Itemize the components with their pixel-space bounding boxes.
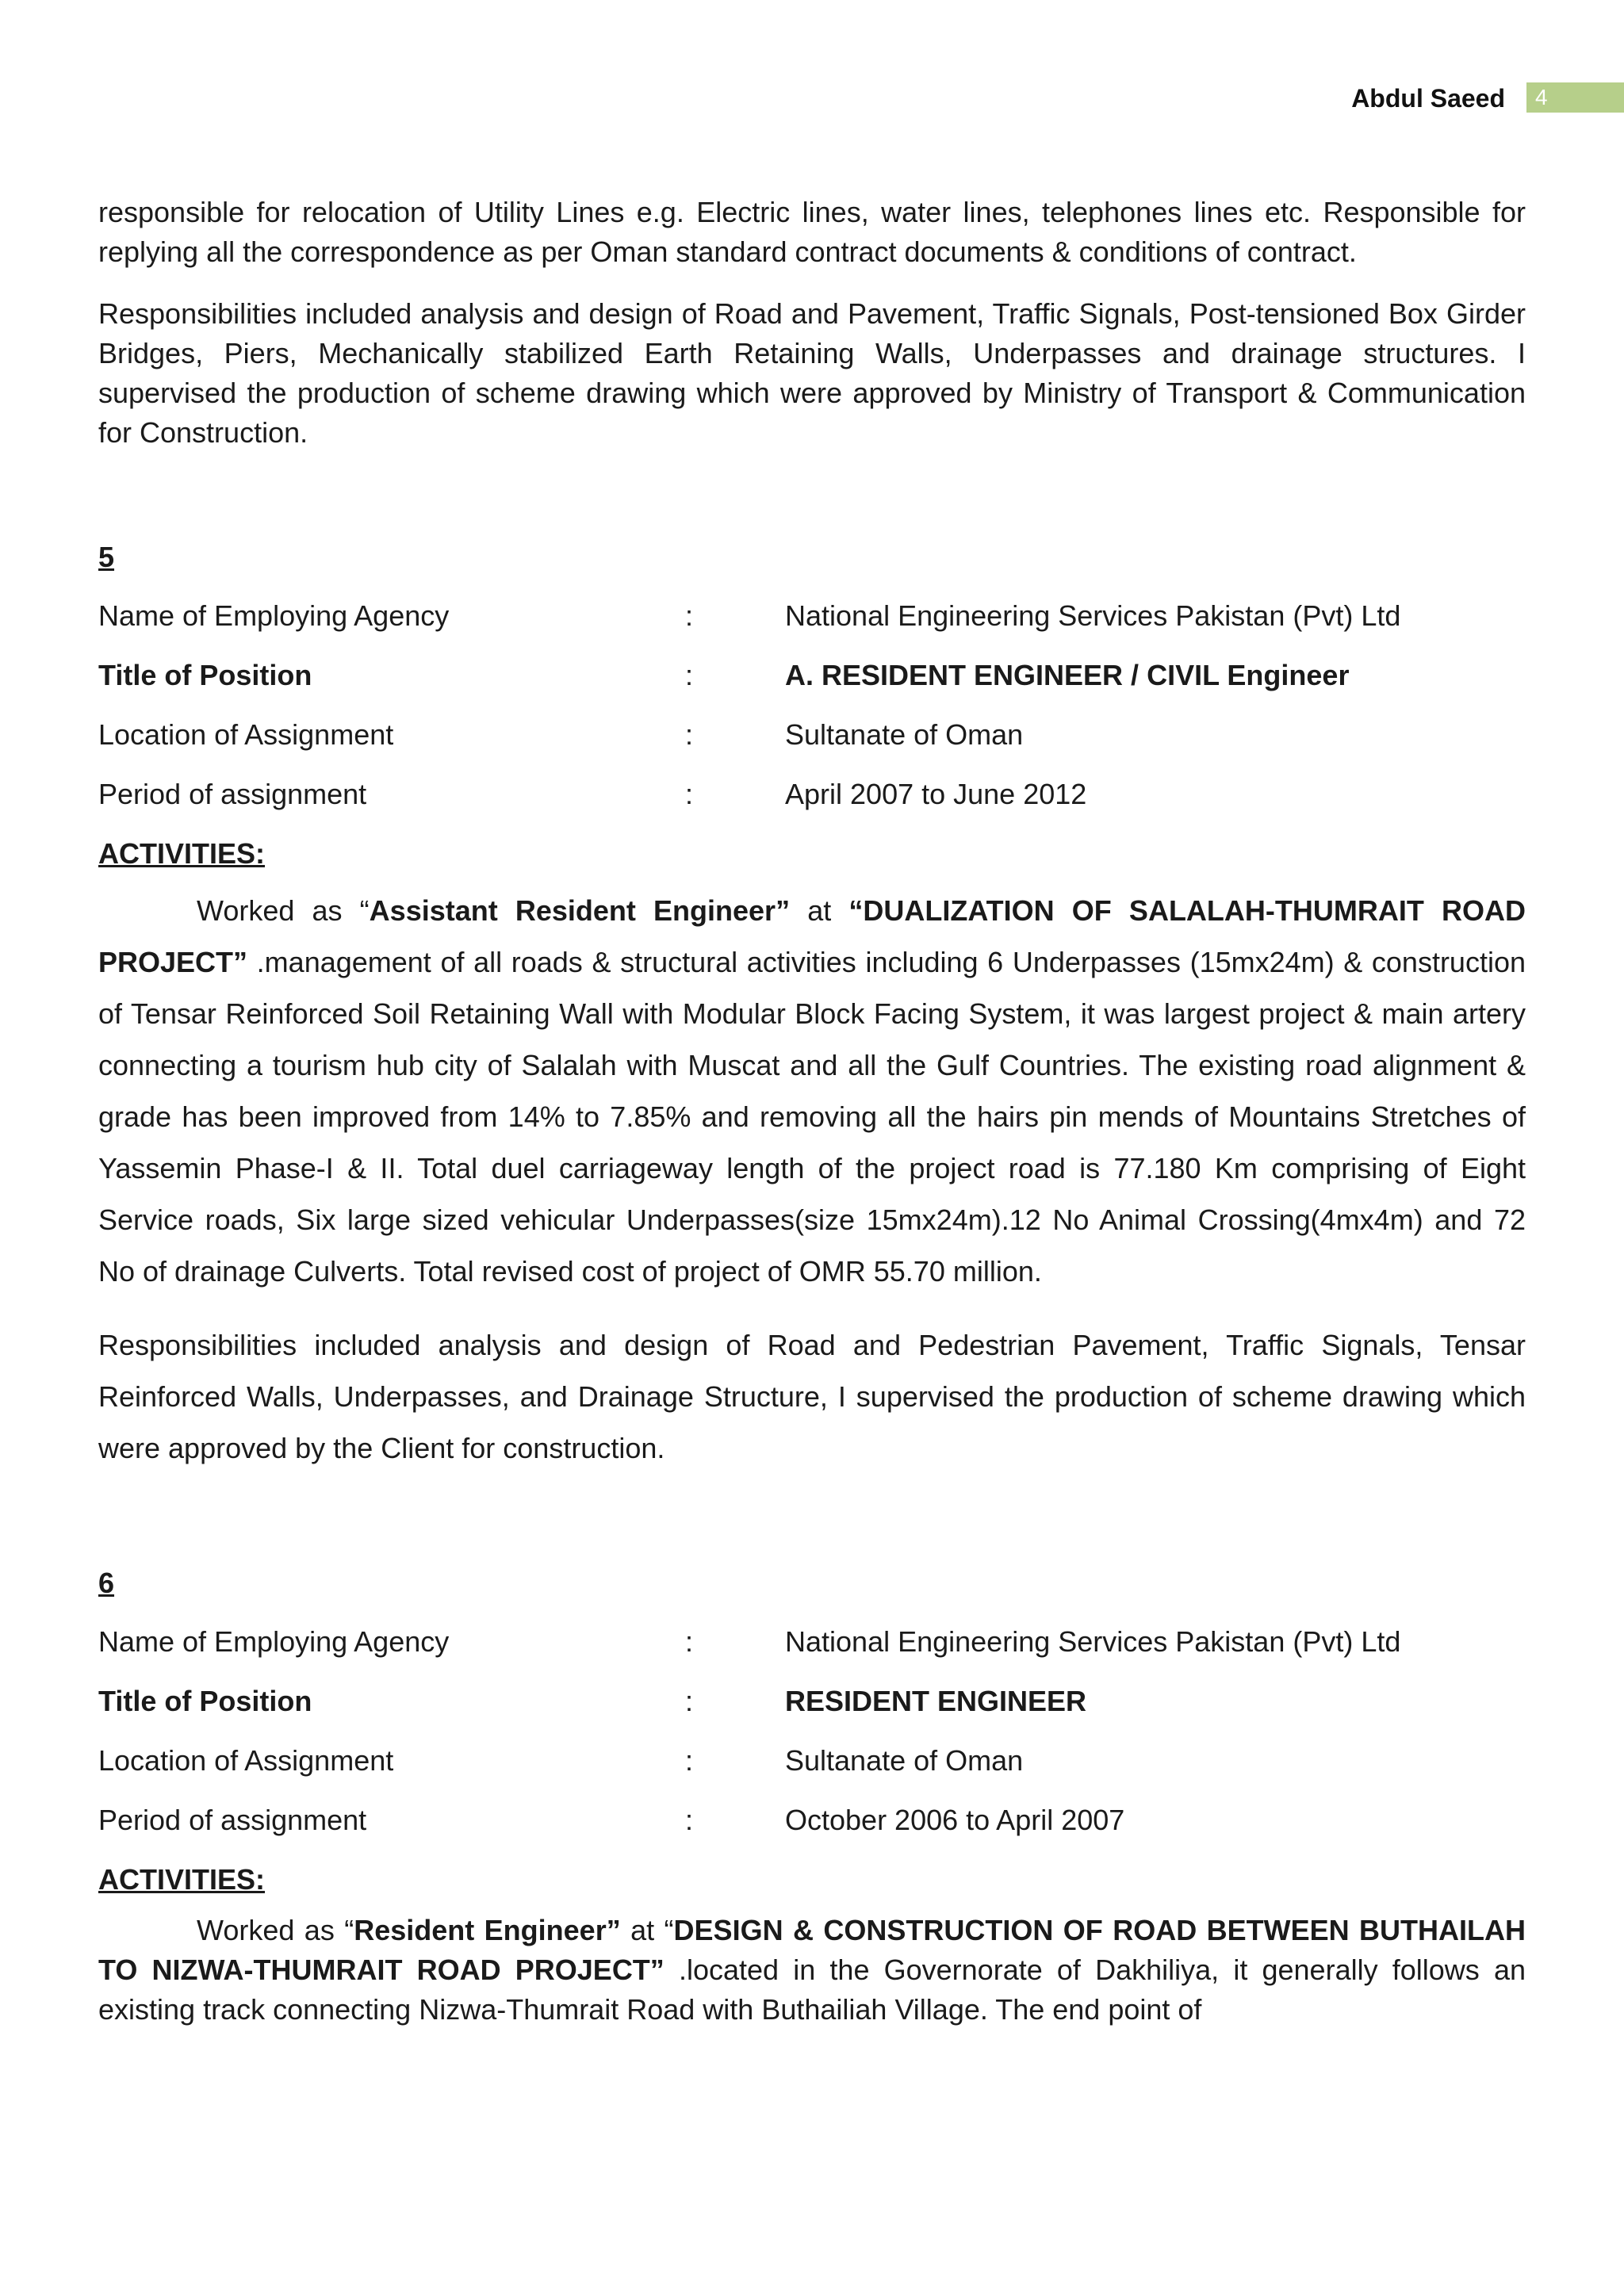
intro-paragraph-2: Responsibilities included analysis and design of Road and Pavement, Traffic Signals, Post-tensioned Box Girder Bridges, Piers, Mechanically stabilized Earth Retaining Walls, Underpasses and drainage structures. I supervised the production of scheme drawing which were approved by Ministry of Transport & Communication for Construction.	[98, 297, 1526, 449]
row-label: Name of Employing Agency	[98, 599, 450, 632]
activities-heading: ACTIVITIES:	[98, 1863, 266, 1896]
row-title-of-position	[98, 1682, 1526, 1741]
row-colon: :	[685, 718, 694, 751]
row-colon: :	[685, 1804, 694, 1836]
section-number: 5	[98, 541, 115, 573]
activities-paragraph-1: Worked as “Resident Engineer” at “DESIGN & CONSTRUCTION OF ROAD BETWEEN BUTHAILAH TO NIZWA-THUMRAIT ROAD PROJECT” .located in the Governorate of Dakhiliya, it generally follows an existing track connecting Nizwa-Thumrait Road with Buthailiah Village. The end point of	[98, 1914, 1526, 2026]
row-location	[98, 1741, 1526, 1800]
section-6	[98, 1563, 1526, 2030]
row-value: RESIDENT ENGINEER	[785, 1685, 1087, 1717]
row-colon: :	[685, 1685, 694, 1717]
row-label: Name of Employing Agency	[98, 1625, 450, 1658]
row-label: Period of assignment	[98, 778, 367, 810]
row-value: A. RESIDENT ENGINEER / CIVIL Engineer	[785, 659, 1350, 691]
intro-block	[98, 193, 1526, 453]
row-label: Period of assignment	[98, 1804, 367, 1836]
header-author-name: Abdul Saeed	[1351, 84, 1505, 113]
activities-paragraph-2: Responsibilities included analysis and design of Road and Pedestrian Pavement, Traffic Signals, Tensar Reinforced Walls, Underpasses, and Drainage Structure, I supervised the production of scheme drawing which were approved by the Client for construction.	[98, 1329, 1526, 1464]
row-label: Title of Position	[98, 659, 312, 691]
row-colon: :	[685, 1744, 694, 1777]
row-period	[98, 775, 1526, 834]
row-label: Location of Assignment	[98, 718, 394, 751]
intro-paragraph-1: responsible for relocation of Utility Lines e.g. Electric lines, water lines, telephones lines etc. Responsible for replying all the correspondence as per Oman standard contract documents & conditions of contract.	[98, 196, 1526, 268]
row-colon: :	[685, 659, 694, 691]
activities-paragraph-1: Worked as “Assistant Resident Engineer” at “DUALIZATION OF SALALAH-THUMRAIT ROAD PROJECT” .management of all roads & structural activities including 6 Underpasses (15mx24m) & construction of Tensar Reinforced Soil Retaining Wall with Modular Block Facing System, it was largest project & main artery connecting a tourism hub city of Salalah with Muscat and all the Gulf Countries. The existing road alignment & grade has been improved from 14% to 7.85% and removing all the hairs pin mends of Mountains Stretches of Yassemin Phase-I & II. Total duel carriageway length of the project road is 77.180 Km comprising of Eight Service roads, Six large sized vehicular Underpasses(size 15mx24m).12 No Animal Crossing(4mx4m) and 72 No of drainage Culverts. Total revised cost of project of OMR 55.70 million.	[98, 894, 1526, 1288]
section-5	[98, 538, 1526, 1474]
activities-heading: ACTIVITIES:	[98, 837, 266, 870]
row-employing-agency	[98, 596, 1526, 656]
header-page-number: 4	[1526, 82, 1624, 113]
row-value: April 2007 to June 2012	[785, 778, 1087, 810]
row-employing-agency	[98, 1622, 1526, 1682]
row-location	[98, 715, 1526, 775]
section-number: 6	[98, 1567, 115, 1599]
row-colon: :	[685, 778, 694, 810]
row-colon: :	[685, 599, 694, 632]
row-title-of-position	[98, 656, 1526, 715]
row-colon: :	[685, 1625, 694, 1658]
row-value: Sultanate of Oman	[785, 1744, 1024, 1777]
row-value: October 2006 to April 2007	[785, 1804, 1125, 1836]
row-period	[98, 1800, 1526, 1860]
row-label: Location of Assignment	[98, 1744, 394, 1777]
row-value: National Engineering Services Pakistan (Pvt) Ltd	[785, 599, 1401, 632]
row-label: Title of Position	[98, 1685, 312, 1717]
row-value: Sultanate of Oman	[785, 718, 1024, 751]
row-value: National Engineering Services Pakistan (Pvt) Ltd	[785, 1625, 1401, 1658]
